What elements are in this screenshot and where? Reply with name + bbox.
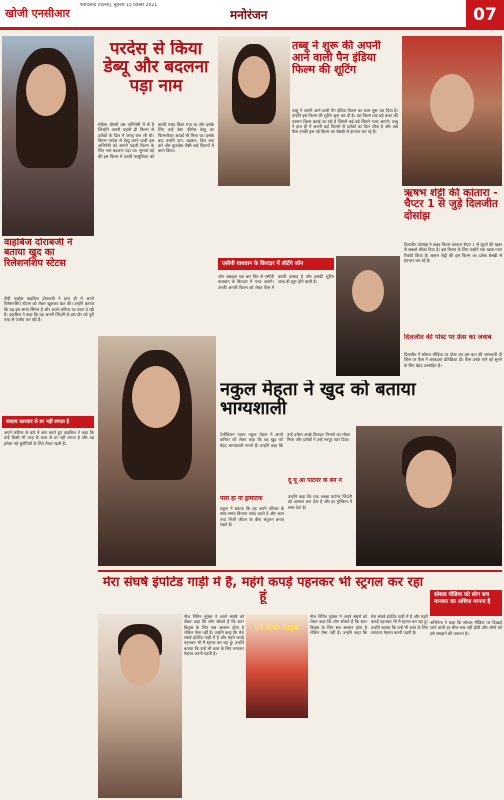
tabu-headline: तब्बू ने शुरू की अपनी आने वाली पैन इंडिया फिल्म की शूटिंग bbox=[292, 40, 381, 76]
rishabh-headline: ऋषभ शेट्टी की कांतारा - चैप्टर 1 से जुड़े दिलजीत दोसांझ bbox=[404, 188, 498, 222]
vahbiz-headline: वाहबिज दोराबजी ने बताया खुद का रिलेशनशिप स्टेटस bbox=[4, 238, 73, 269]
neil-side-body: अभिनेता ने कहा कि सोशल मीडिया पर दिखाई जाने वाली हर चीज सच नहीं होती और लोगों को इसे समझने की जरूरत है। bbox=[430, 620, 502, 636]
nakul-subhead: पैसा हो नो ड्रामेटिक bbox=[220, 496, 263, 502]
vahbiz-bar-body: अपने करियर के बारे में बात करते हुए वाहबिज ने कहा कि उन्हें किसी भी तरह के काम से डर नहीं लगता है और वह हमेशा नई चुनौतियों के लिए तैयार रहती हैं। bbox=[4, 430, 94, 446]
nakul-subbody: नकुल ने बताया कि वह अपने परिवार के साथ समय बिताना पसंद करते हैं और काम तथा निजी जीवन के बीच संतुलन बनाए रखते हैं। bbox=[220, 506, 284, 527]
tabu-body: तब्बू ने अपनी आने वाली पैन इंडिया फिल्म का काम शुरू कर दिया है। उन्होंने इस फिल्म की शूटिंग शुरू कर दी है। यह फिल्म एक बड़े बजट की एक्शन थ्रिलर बताई जा रही है जिसमें कई बड़े सितारे नजर आएंगे। तब्बू ने हाल ही में अपनी कई फिल्मों से दर्शकों का दिल जीता है और अब फैंस उनकी इस नई फिल्म का बेसब्री से इंतजार कर रहे हैं। bbox=[292, 108, 398, 135]
section-title: मनोरंजन bbox=[230, 8, 268, 22]
john-body: जॉन अब्राहम एक बार फिर से एसीपी वाधवान के किरदार में नजर आएंगे। उनकी अगली फिल्म को लेकर फैंस में काफी उत्साह है और इसकी शूटिंग जल्द ही शुरू होने वाली है। bbox=[218, 274, 334, 290]
john-bar: एसीपी वाधवान के किरदार में लौटेंगे जॉन bbox=[218, 258, 334, 270]
neil-side-bar: सोशल मीडिया को लोग सच मानकर का अधिया मानना है bbox=[430, 590, 502, 616]
section-divider bbox=[98, 570, 502, 572]
actress-photo bbox=[98, 336, 216, 566]
rishabh-subbody: दिलजीत ने सोशल मीडिया पर पोस्ट कर इस बात की जानकारी दी जिस पर फैंस ने जबरदस्त प्रतिक्रिया दी। फैंस उनके गाने को सुनने के लिए बेहद उत्साहित हैं। bbox=[404, 352, 502, 368]
nakul-subhead-2: दू यू आ पार्टनर के बने ने bbox=[288, 478, 342, 484]
newspaper-brand: खोजी एनसीआर bbox=[2, 2, 76, 26]
nakul-subbody-2: उन्होंने कहा कि एक अच्छा पार्टनर जिंदगी को आसान बना देता है और हर मुश्किल में साथ देता है। bbox=[288, 494, 352, 510]
nakul-photo bbox=[356, 426, 502, 566]
vahbiz-photo bbox=[2, 36, 94, 236]
neil-body-2-text: नील नितिन मुकेश ने अपने संघर्ष को लेकर कहा कि लोग सोचते हैं कि स्टार किड्स के लिए सब आसान होता है लेकिन ऐसा नहीं है। उन्होंने कहा कि मेरा संघर्ष इंपोर्टेड गाड़ी में है और महंगे कपड़े पहनकर भी मैं स्ट्रगल कर रहा हूं। उन्होंने बताया कि उन्हें भी काम के लिए लगातार मेहनत करनी पड़ती है। bbox=[310, 614, 428, 635]
page-number: 07 bbox=[466, 0, 504, 30]
vahbiz-bar: स्वदाय कारवार से डर नहीं लगता है bbox=[2, 416, 94, 428]
neil-body-2 bbox=[310, 614, 428, 798]
john-photo bbox=[336, 256, 400, 376]
neil-photo bbox=[98, 614, 182, 798]
rishabh-subhead: दिलजीत की पोस्ट पर फ्रेंस का जवाब bbox=[404, 334, 492, 341]
vahbiz-body: टीवी एक्ट्रेस वाहबिज दोराबजी ने हाल ही में अपने रिलेशनशिप स्टेटस को लेकर खुलकर बात की। उन्होंने बताया कि वह इस समय सिंगल हैं और अपने करियर पर ध्यान दे रही हैं। वाहबिज ने कहा कि वह अपनी जिंदगी के इस दौर को पूरी तरह से एंजॉय कर रही हैं। bbox=[4, 296, 94, 323]
neil-headline: मेरा संघर्ष इंपोर्टेड गाड़ी में है, महंगे कपड़े पहनकर भी स्ट्रगल कर रहा हूं bbox=[102, 576, 424, 605]
movie-poster-title: एन कथेर नाइक bbox=[254, 622, 300, 632]
dateline: फरीदाबाद (दिल्ली), बुधवार 15 दिसंबर 2021 bbox=[80, 3, 158, 8]
neil-body: नील नितिन मुकेश ने अपने संघर्ष को लेकर कहा कि लोग सोचते हैं कि स्टार किड्स के लिए सब आसान होता है लेकिन ऐसा नहीं है। उन्होंने कहा कि मेरा संघर्ष इंपोर्टेड गाड़ी में है और महंगे कपड़े पहनकर भी मैं स्ट्रगल कर रहा हूं। उन्होंने बताया कि उन्हें भी काम के लिए लगातार मेहनत करनी पड़ती है। bbox=[184, 614, 244, 657]
tabu-photo bbox=[218, 36, 290, 186]
movie-poster bbox=[246, 614, 308, 718]
pardes-body: महिमा चौधरी उस अभिनेत्री में से हैं जिन्होंने अपनी पहली ही फिल्म से दर्शकों के दिल में जगह बना ली थी। फिल्म परदेस से डेब्यू करने वाली इस अभिनेत्री को अपनी पहली फिल्म के लिए नाम बदलना पड़ा था। सुभाष घई की इस फिल्म में उनकी मासूमियत को काफी पसंद किया गया था और इसके लिए उन्हें बेस्ट फीमेल डेब्यू का फिल्मफेयर अवार्ड भी मिला था। इसके बाद उन्होंने दाग, धड़कन, दिल क्या करे और कुरुक्षेत्र जैसी कई फिल्मों में काम किया। bbox=[98, 122, 214, 159]
nakul-body: टेलीविजन एक्टर नकुल मेहता ने अपने करियर को लेकर कहा कि वह खुद को बेहद भाग्यशाली मानते हैं। उन्होंने कहा कि उन्हें हमेशा अच्छे किरदार निभाने का मौका मिला और दर्शकों ने उन्हें भरपूर प्यार दिया। bbox=[220, 432, 350, 448]
pardes-headline: परदेस से किया डेब्यू और बदलना पड़ा नाम bbox=[103, 40, 209, 96]
nakul-headline: नकुल मेहता ने खुद को बताया भाग्यशाली bbox=[220, 380, 416, 419]
diljit-photo bbox=[402, 36, 502, 186]
rishabh-body: दिलजीत दोसांझ ने कन्नड़ फिल्म कांतारा चैप्टर 1 से जुड़ने की खबर से सबको चौंका दिया है। इस फिल्म के लिए उन्होंने एक खास गाना रिकॉर्ड किया है। ऋषभ शेट्टी की इस फिल्म का दर्शक बेसब्री से इंतजार कर रहे हैं। bbox=[404, 242, 502, 263]
